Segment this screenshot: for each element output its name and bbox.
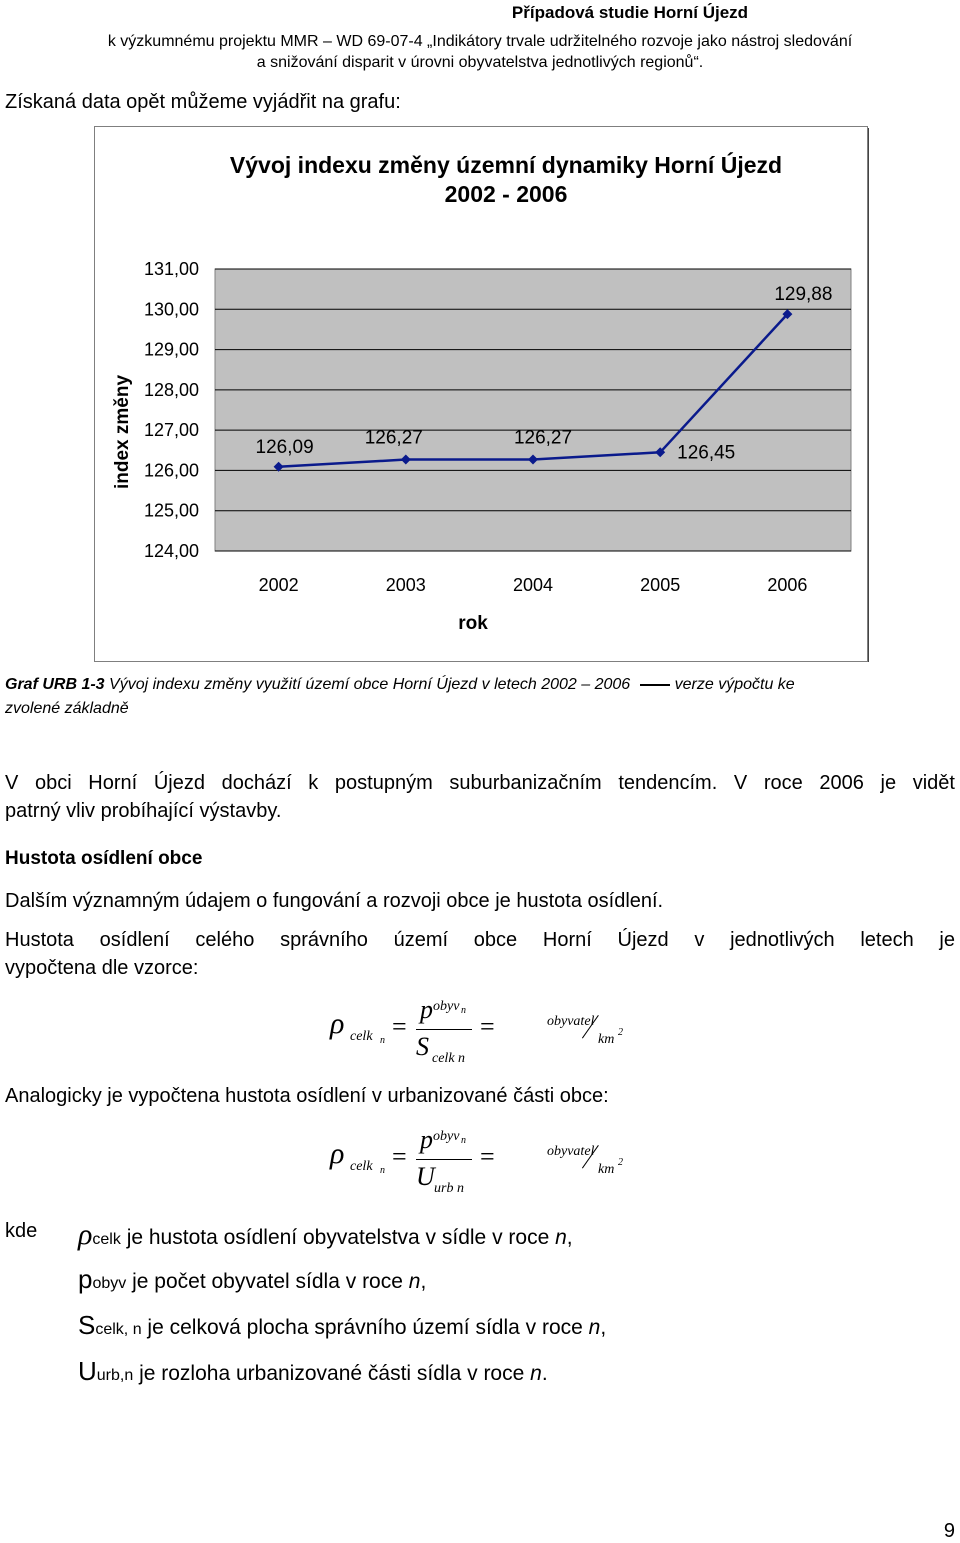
definition-row <box>78 1264 426 1295</box>
y-tick-label: 125,00 <box>143 500 199 521</box>
definition-var: n <box>588 1316 601 1339</box>
paragraph: Analogicky je vypočtena hustota osídlení v urbanizované části obce: <box>5 1085 609 1107</box>
definition-symbol: ρ <box>78 1218 93 1251</box>
formula-numerator-sub: obyv <box>433 999 460 1014</box>
x-tick-label: 2005 <box>640 575 681 595</box>
intro-text: Získaná data opět můžeme vyjádřit na grafu: <box>5 91 401 113</box>
definition-text: je hustota osídlení obyvatelstva v sídle v roce <box>120 1226 556 1249</box>
formula-numerator: p <box>420 1125 433 1154</box>
document-header-line2: a snižování disparit v úrovni obyvatelstva jednotlivých regionů“. <box>256 54 704 71</box>
definition-var: n <box>530 1362 542 1385</box>
page-number: 9 <box>943 1520 955 1542</box>
formula-denominator-sub: celk n <box>432 1051 466 1066</box>
data-label: 129,88 <box>774 284 833 306</box>
fraction-bar <box>416 1159 472 1160</box>
definition-row <box>78 1218 573 1252</box>
caption-text-part2: verze výpočtu ke <box>670 676 795 693</box>
formula-equals: = <box>392 1012 407 1041</box>
caption-text-line2: zvolené základně <box>5 700 129 717</box>
y-tick-label: 128,00 <box>143 379 199 400</box>
definition-end: . <box>541 1362 548 1385</box>
paragraph-line: V obci Horní Újezd dochází k postupným suburbanizačním tendencím. V roce 2006 je vidět <box>5 772 955 794</box>
document-header-title: Případová studie Horní Újezd <box>511 3 749 22</box>
chart-x-axis-label: rok <box>458 613 488 634</box>
fraction-bar <box>416 1029 472 1030</box>
y-tick-label: 127,00 <box>143 420 199 441</box>
chart-title-line1: Vývoj indexu změny územní dynamiky Horní Újezd <box>229 152 783 178</box>
caption-text-part1: Vývoj indexu změny využití území obce Horní Újezd v letech 2002 – 2006 <box>104 676 631 693</box>
data-label: 126,45 <box>677 442 736 464</box>
definition-symbol: p <box>78 1264 93 1294</box>
chart-frame <box>94 126 868 662</box>
formula-denominator: S <box>416 1032 429 1061</box>
definition-symbol-sub: celk <box>92 1231 121 1248</box>
paragraph: Dalším významným údajem o fungování a rozvoji obce je hustota osídlení. <box>5 890 664 912</box>
definition-symbol-sub: obyv <box>92 1275 127 1292</box>
unit-numerator: obyvatel <box>547 1014 595 1029</box>
formula-numerator-subsub: n <box>461 1135 466 1146</box>
data-label: 126,09 <box>255 436 314 458</box>
caption-dash <box>640 684 670 686</box>
chart-caption <box>5 673 957 721</box>
x-tick-label: 2006 <box>767 575 808 595</box>
formula-density-urban <box>330 1125 650 1200</box>
formula-numerator-subsub: n <box>461 1005 466 1016</box>
definition-text: je rozloha urbanizované části sídla v roce <box>133 1362 531 1385</box>
formula-rho-sub: celk <box>350 1029 373 1044</box>
plot-area <box>215 269 851 551</box>
formula-equals: = <box>392 1142 407 1171</box>
document-header-line1: k výzkumnému projektu MMR – WD 69-07-4 „Indikátory trvale udržitelného rozvoje jako nástroj sledování <box>107 33 853 50</box>
y-tick-label: 124,00 <box>143 541 199 561</box>
formula-rho-sub: celk <box>350 1159 373 1174</box>
y-tick-label: 130,00 <box>143 299 199 320</box>
x-tick-label: 2002 <box>258 575 299 595</box>
line-chart <box>95 127 867 661</box>
chart-title-line2: 2002 - 2006 <box>444 181 568 207</box>
chart-y-axis-label: index změny <box>112 374 133 490</box>
unit-denominator: km <box>598 1162 615 1177</box>
definition-end: , <box>566 1226 573 1249</box>
x-tick-label: 2004 <box>512 575 554 595</box>
formula-equals: = <box>480 1142 495 1171</box>
formula-numerator-sub: obyv <box>433 1129 460 1144</box>
definition-var: n <box>408 1270 421 1293</box>
data-label: 126,27 <box>364 427 423 449</box>
unit-denominator: km <box>598 1032 615 1047</box>
x-tick-label: 2003 <box>385 575 426 595</box>
definition-symbol-sub: urb,n <box>96 1367 134 1384</box>
unit-numerator: obyvatel <box>547 1144 595 1159</box>
definition-end: , <box>420 1270 427 1293</box>
unit-exponent: 2 <box>618 1157 623 1168</box>
unit-exponent: 2 <box>618 1027 623 1038</box>
formula-rho: ρ <box>330 1007 345 1040</box>
paragraph-line: patrný vliv probíhající výstavby. <box>5 800 282 822</box>
formula-density-total <box>330 995 650 1070</box>
definition-text: je počet obyvatel sídla v roce <box>126 1270 409 1293</box>
definition-end: , <box>600 1316 607 1339</box>
caption-label: Graf URB 1-3 <box>5 676 105 693</box>
formula-rho-subsub: n <box>380 1165 385 1176</box>
formula-rho-subsub: n <box>380 1035 385 1046</box>
formula-denominator-sub: urb n <box>434 1181 464 1196</box>
y-tick-label: 129,00 <box>143 339 199 360</box>
formula-rho: ρ <box>330 1137 345 1170</box>
definition-text: je celková plocha správního území sídla v roce <box>141 1316 589 1339</box>
definition-row <box>78 1310 606 1341</box>
formula-numerator: p <box>420 995 433 1024</box>
formula-equals: = <box>480 1012 495 1041</box>
definitions-kde: kde <box>5 1220 38 1242</box>
definition-var: n <box>555 1226 567 1249</box>
section-title: Hustota osídlení obce <box>5 848 203 869</box>
paragraph-line: Hustota osídlení celého správního území obce Horní Újezd v jednotlivých letech je <box>5 929 955 951</box>
y-tick-label: 131,00 <box>143 259 199 279</box>
definition-symbol: S <box>78 1310 96 1340</box>
y-tick-label: 126,00 <box>143 460 199 481</box>
definition-row <box>78 1356 548 1387</box>
data-label: 126,27 <box>513 427 573 449</box>
definition-symbol-sub: celk, n <box>95 1321 142 1338</box>
formula-denominator: U <box>416 1162 435 1191</box>
definition-symbol: U <box>78 1356 97 1386</box>
paragraph-line: vypočtena dle vzorce: <box>5 957 199 979</box>
